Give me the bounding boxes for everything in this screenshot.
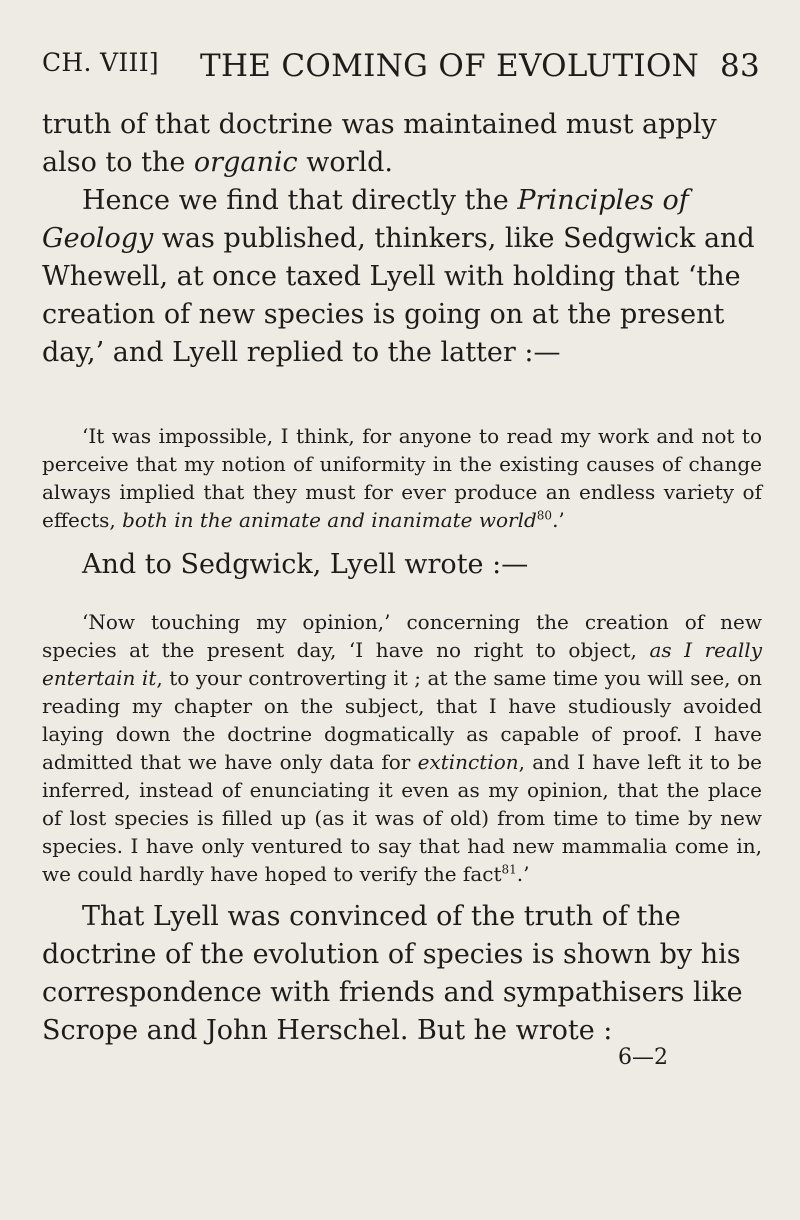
running-header xyxy=(42,48,760,88)
paragraph-4: That Lyell was convinced of the truth of the doctrine of the evolution of species is shown by his correspondence with friends and sympathisers like Scrope and John Herschel. But he wrote : xyxy=(42,901,743,1046)
block-quote-1: ‘It was impossible, I think, for anyone to read my work and not to perceive that my notion of uniformity in the existing causes of change always implied that they must for ever produce an endless variety of effects, both in the animate and inanimate world$^{80}$.’ xyxy=(42,424,762,532)
footnote-ref-81: 81 xyxy=(501,862,517,877)
page-number: 83 xyxy=(719,48,760,84)
signature-mark: 6—2 xyxy=(618,1045,668,1070)
block-quote-2: ‘Now touching my opinion,’ concerning the creation of new species at the present day, ‘I have no right to object, as I really entertain it, to your controverting it ; at the same time you will see, on reading my chapter on the subject, that I have studiously avoided laying down the doctrine dogmatically as capable of proof. I have admitted that we have only data for extinction, and I have left it to be inferred, instead of enunciating it even as my opinion, that the place of lost species is filled up (as it was of old) from time to time by new species. I have only ventured to say that had new mammalia come in, we could hardly have hoped to verify the fact$^{81}$.’ xyxy=(42,610,762,886)
running-title: THE COMING OF EVOLUTION xyxy=(200,48,700,84)
footnote-ref-80: 80 xyxy=(536,508,553,523)
paragraph-2: Hence we find that directly the Principles of Geology was published, thinkers, like Sedgwick and Whewell, at once taxed Lyell with holding that ‘the creation of new species is going on at the present day,’ and Lyell replied to the latter :— xyxy=(42,185,755,368)
paragraph-3: And to Sedgwick, Lyell wrote :— xyxy=(82,549,529,580)
paragraph-1: truth of that doctrine was maintained must apply also to the organic world. xyxy=(42,109,717,178)
chapter-label: CH. VIII] xyxy=(42,48,159,77)
